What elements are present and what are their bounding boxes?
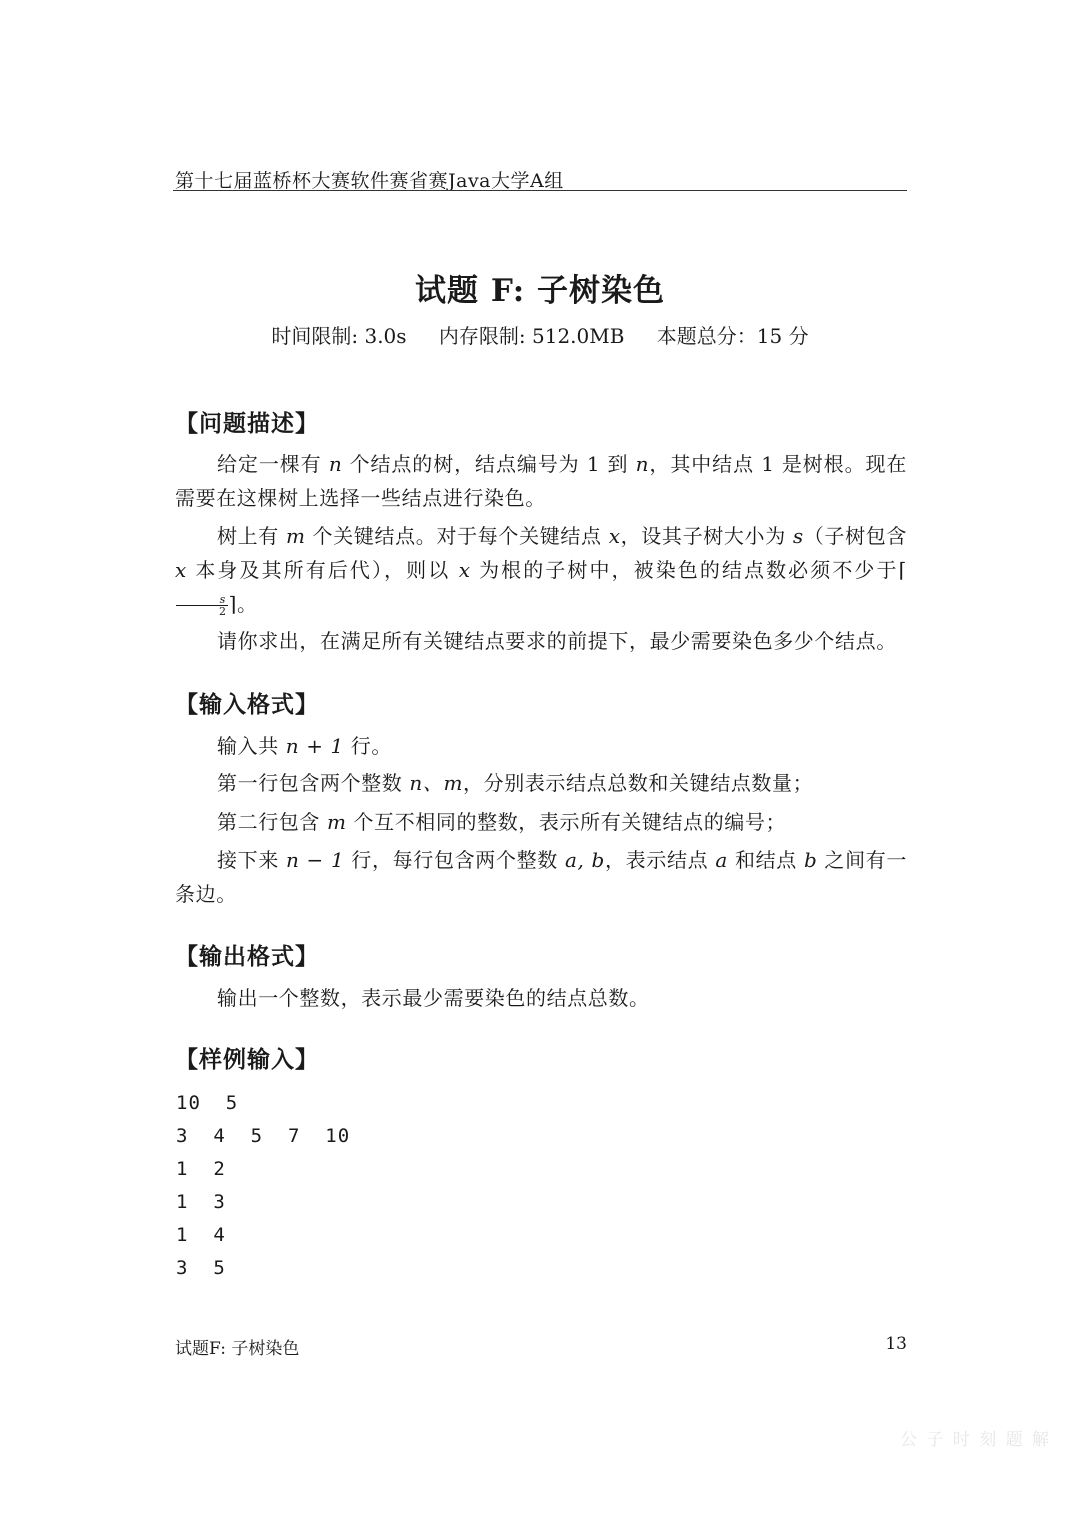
section-sample-input-heading: 【样例输入】 (175, 1047, 319, 1073)
sample-input-line: 10 5 (176, 1092, 239, 1114)
description-paragraph-1: 给定一棵有 n 个结点的树，结点编号为 1 到 n，其中结点 1 是树根。现在需要在这棵树上选择一些结点进行染色。 (175, 452, 907, 510)
description-paragraph-3: 请你求出，在满足所有关键结点要求的前提下，最少需要染色多少个结点。 (217, 629, 897, 653)
memory-limit: 内存限制: 512.0MB (438, 324, 625, 348)
ceil-left: ⌈ (898, 558, 907, 582)
sample-input-line: 1 3 (176, 1191, 226, 1213)
sample-input-line: 3 5 (176, 1257, 226, 1279)
footer-title: 试题F: 子树染色 (175, 1339, 300, 1359)
input-line-3: 第二行包含 m 个互不相同的整数，表示所有关键结点的编号； (217, 810, 787, 834)
section-output-heading: 【输出格式】 (175, 944, 319, 970)
problem-limits (0, 320, 1080, 349)
document-header: 第十七届蓝桥杯大赛软件赛省赛Java大学A组 (175, 170, 564, 192)
sample-input-line: 1 4 (176, 1224, 226, 1246)
page-number: 13 (885, 1334, 907, 1354)
section-input-heading: 【输入格式】 (175, 692, 319, 718)
header-rule (173, 190, 907, 191)
total-score: 本题总分：15 分 (656, 324, 809, 348)
sample-input-line: 3 4 5 7 10 (176, 1125, 351, 1147)
sample-input-line: 1 2 (176, 1158, 226, 1180)
output-line-1: 输出一个整数，表示最少需要染色的结点总数。 (217, 986, 650, 1010)
input-line-2: 第一行包含两个整数 n、m，分别表示结点总数和关键结点数量； (217, 771, 814, 795)
problem-title: 试题 F: 子树染色 (415, 273, 665, 309)
ceil-right: ⌉ (228, 592, 238, 616)
section-description-heading: 【问题描述】 (175, 411, 319, 437)
input-line-4: 接下来 n − 1 行，每行包含两个整数 a, b，表示结点 a 和结点 b 之间有一条边。 (175, 848, 908, 906)
input-line-1: 输入共 n + 1 行。 (217, 734, 393, 758)
fraction-s-over-2: $\frac{s}{2}$ (176, 594, 228, 617)
description-paragraph-2: 树上有 m 个关键结点。对于每个关键结点 x，设其子树大小为 s（子树包含 x 本身及其所有后代），则以 x 为根的子树中，被染色的结点数必须不少于⌈ $\frac{s}{2}$ ⌉。 (175, 524, 907, 618)
watermark: 公 子 时 刻 题 解 (900, 1430, 1052, 1450)
time-limit: 时间限制: 3.0s (271, 324, 407, 348)
